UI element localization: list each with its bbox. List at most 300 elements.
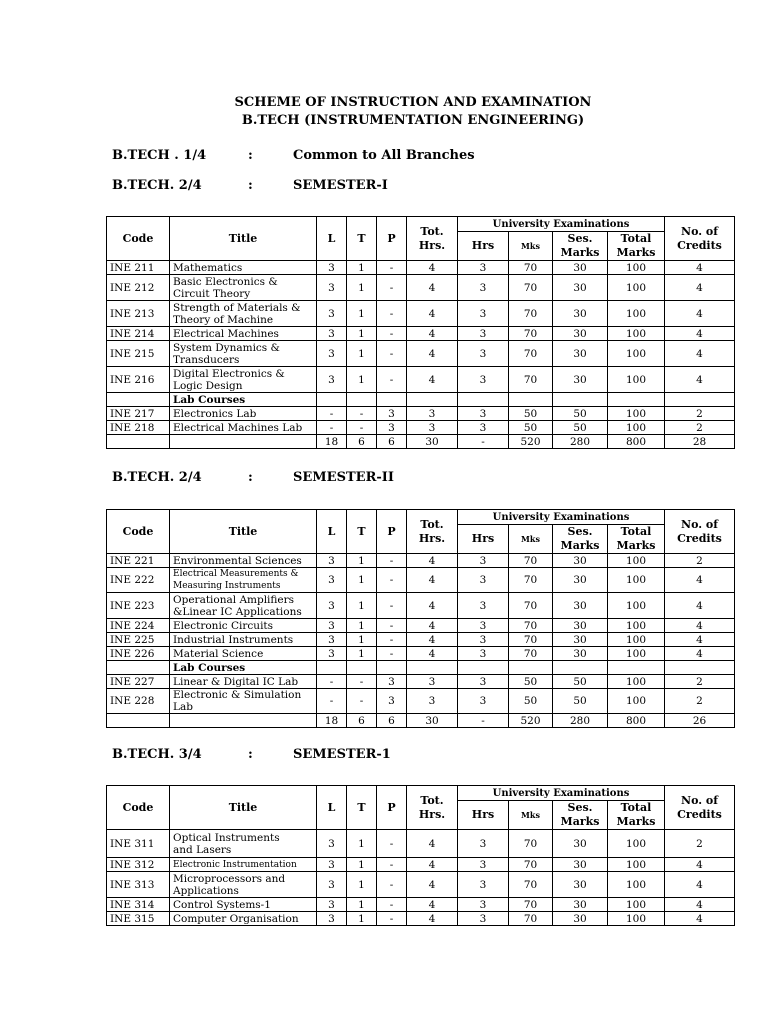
course-row [107, 898, 735, 912]
credits-cell: 28 [665, 435, 735, 449]
course-row [107, 858, 735, 872]
total-cell: 100 [608, 301, 665, 327]
empty-cell [317, 393, 347, 407]
credits-cell: 4 [665, 341, 735, 367]
tot-cell: 4 [407, 275, 458, 301]
code-cell: INE 225 [107, 633, 170, 647]
course-row [107, 421, 735, 435]
title-cell [170, 619, 317, 633]
mks-cell: 70 [509, 327, 553, 341]
empty-cell [608, 661, 665, 675]
lab-courses-label: Lab Courses [170, 661, 317, 675]
course-row [107, 675, 735, 689]
section-colon: : [248, 747, 253, 762]
header-row [107, 786, 735, 801]
tot-cell: 3 [407, 407, 458, 421]
page-subtitle: B.TECH (INSTRUMENTATION ENGINEERING) [241, 113, 585, 128]
title-cell [170, 714, 317, 728]
t-cell: - [347, 421, 377, 435]
scheme-table [106, 216, 735, 449]
hrs-cell: 3 [458, 275, 509, 301]
col-total-line1: Total [620, 525, 652, 538]
title-line: Linear & Digital IC Lab [173, 675, 299, 688]
title-cell [170, 689, 317, 714]
tot-cell: 4 [407, 568, 458, 593]
title-cell [170, 327, 317, 341]
title-line: Electrical Measurements & [173, 569, 299, 579]
intro-name: B.TECH . 1/4 [112, 148, 207, 163]
total-cell: 100 [608, 261, 665, 275]
hrs-cell: 3 [458, 858, 509, 872]
col-ses-header [553, 525, 608, 554]
ses-cell: 30 [553, 327, 608, 341]
intro-heading [112, 148, 512, 164]
col-ses-line2: Marks [560, 246, 600, 259]
section-semester: SEMESTER-II [293, 470, 394, 485]
t-cell: 1 [347, 872, 377, 898]
title-cell [170, 568, 317, 593]
mks-cell: 520 [509, 714, 553, 728]
hrs-cell: 3 [458, 554, 509, 568]
col-credits-header [665, 786, 735, 830]
p-cell: - [377, 275, 407, 301]
ses-cell: 30 [553, 301, 608, 327]
course-row [107, 619, 735, 633]
course-row [107, 633, 735, 647]
course-row [107, 407, 735, 421]
col-code-header: Code [107, 786, 170, 830]
lab-courses-row [107, 661, 735, 675]
mks-cell: 70 [509, 261, 553, 275]
title-line: and Lasers [173, 843, 232, 856]
intro-colon: : [248, 148, 253, 163]
p-cell: - [377, 619, 407, 633]
course-row [107, 301, 735, 327]
credits-cell: 2 [665, 421, 735, 435]
scheme-table [106, 785, 735, 926]
col-hrs-header: Hrs [458, 801, 509, 830]
col-code-header: Code [107, 510, 170, 554]
credits-cell: 4 [665, 619, 735, 633]
title-line: Computer Organisation [173, 912, 299, 925]
t-cell: 1 [347, 327, 377, 341]
col-ses-line1: Ses. [567, 525, 593, 538]
code-cell: INE 216 [107, 367, 170, 393]
l-cell: 3 [317, 912, 347, 926]
t-cell: 1 [347, 898, 377, 912]
ses-cell: 30 [553, 872, 608, 898]
course-row [107, 275, 735, 301]
t-cell: - [347, 675, 377, 689]
course-row [107, 367, 735, 393]
code-cell: INE 213 [107, 301, 170, 327]
empty-cell [458, 661, 509, 675]
col-total-line2: Marks [616, 539, 656, 552]
mks-cell: 70 [509, 647, 553, 661]
t-cell: - [347, 689, 377, 714]
mks-cell: 70 [509, 619, 553, 633]
ses-cell: 280 [553, 714, 608, 728]
l-cell: 3 [317, 275, 347, 301]
code-cell: INE 222 [107, 568, 170, 593]
total-cell: 100 [608, 421, 665, 435]
hrs-cell: 3 [458, 568, 509, 593]
p-cell: - [377, 647, 407, 661]
code-cell [107, 435, 170, 449]
section-name: B.TECH. 2/4 [112, 178, 202, 193]
title-line: Electrical Machines [173, 327, 279, 340]
tot-cell: 4 [407, 554, 458, 568]
title-cell [170, 275, 317, 301]
mks-cell: 70 [509, 858, 553, 872]
course-row [107, 830, 735, 858]
title-cell [170, 858, 317, 872]
col-credits-line1: No. of [681, 793, 718, 807]
hrs-cell: 3 [458, 593, 509, 619]
title-line: Electronics Lab [173, 407, 257, 420]
code-cell [107, 714, 170, 728]
scheme-table [106, 509, 735, 728]
p-cell: - [377, 593, 407, 619]
total-cell: 100 [608, 275, 665, 301]
title-cell [170, 367, 317, 393]
title-cell [170, 830, 317, 858]
tot-cell: 4 [407, 633, 458, 647]
p-cell: - [377, 367, 407, 393]
col-ses-line1: Ses. [567, 801, 593, 814]
title-cell [170, 872, 317, 898]
title-line: Operational Amplifiers [173, 593, 295, 606]
credits-cell: 4 [665, 593, 735, 619]
ses-cell: 30 [553, 647, 608, 661]
total-cell: 100 [608, 912, 665, 926]
lab-courses-row [107, 393, 735, 407]
credits-cell: 4 [665, 858, 735, 872]
tot-cell: 4 [407, 367, 458, 393]
p-cell: - [377, 633, 407, 647]
lab-courses-label: Lab Courses [170, 393, 317, 407]
total-cell: 100 [608, 633, 665, 647]
col-title-header: Title [170, 786, 317, 830]
title-cell [170, 554, 317, 568]
col-credits-line2: Credits [677, 238, 722, 252]
p-cell: - [377, 327, 407, 341]
course-row [107, 568, 735, 593]
col-t-header: T [347, 786, 377, 830]
col-ses-line1: Ses. [567, 232, 593, 245]
t-cell: 1 [347, 301, 377, 327]
credits-cell: 4 [665, 367, 735, 393]
title-cell [170, 341, 317, 367]
empty-cell [407, 661, 458, 675]
col-tot-line1: Tot. [420, 793, 444, 807]
col-credits-line2: Credits [677, 531, 722, 545]
credits-cell: 2 [665, 554, 735, 568]
title-line: Environmental Sciences [173, 554, 302, 567]
t-cell: 1 [347, 341, 377, 367]
credits-cell: 4 [665, 647, 735, 661]
univ-exam-header: University Examinations [458, 217, 665, 232]
code-cell: INE 217 [107, 407, 170, 421]
l-cell: - [317, 675, 347, 689]
col-title-header: Title [170, 510, 317, 554]
t-cell: 1 [347, 633, 377, 647]
p-cell: 6 [377, 435, 407, 449]
title-cell [170, 675, 317, 689]
code-cell: INE 211 [107, 261, 170, 275]
col-total-header [608, 801, 665, 830]
code-cell: INE 214 [107, 327, 170, 341]
ses-cell: 50 [553, 421, 608, 435]
empty-cell [458, 393, 509, 407]
code-cell: INE 311 [107, 830, 170, 858]
title-line: Material Science [173, 647, 264, 660]
total-cell: 100 [608, 407, 665, 421]
l-cell: 3 [317, 647, 347, 661]
empty-cell [347, 393, 377, 407]
title-line: Theory of Machine [173, 313, 274, 326]
title-line: Logic Design [173, 379, 243, 392]
title-line: Lab [173, 701, 193, 713]
mks-cell: 50 [509, 689, 553, 714]
tot-cell: 3 [407, 675, 458, 689]
ses-cell: 50 [553, 407, 608, 421]
l-cell: 3 [317, 568, 347, 593]
title-cell [170, 593, 317, 619]
title-line: Control Systems-1 [173, 898, 271, 911]
col-l-header: L [317, 510, 347, 554]
tot-cell: 4 [407, 912, 458, 926]
code-cell: INE 313 [107, 872, 170, 898]
credits-cell: 4 [665, 261, 735, 275]
col-ses-header [553, 801, 608, 830]
title-line: Circuit Theory [173, 287, 251, 300]
hrs-cell: 3 [458, 675, 509, 689]
section-colon: : [248, 178, 253, 193]
col-total-line1: Total [620, 801, 652, 814]
col-t-header: T [347, 217, 377, 261]
empty-cell [377, 393, 407, 407]
mks-cell: 70 [509, 593, 553, 619]
t-cell: 6 [347, 714, 377, 728]
credits-cell: 4 [665, 568, 735, 593]
l-cell: 3 [317, 301, 347, 327]
section-heading [112, 747, 512, 763]
title-cell [170, 407, 317, 421]
total-cell: 100 [608, 327, 665, 341]
code-cell: INE 212 [107, 275, 170, 301]
course-row [107, 647, 735, 661]
hrs-cell: 3 [458, 912, 509, 926]
total-cell: 100 [608, 568, 665, 593]
col-total-line2: Marks [616, 246, 656, 259]
code-cell: INE 221 [107, 554, 170, 568]
mks-cell: 70 [509, 341, 553, 367]
title-cell [170, 301, 317, 327]
course-row [107, 689, 735, 714]
col-ses-header [553, 232, 608, 261]
hrs-cell: 3 [458, 261, 509, 275]
tot-cell: 30 [407, 714, 458, 728]
empty-cell [509, 661, 553, 675]
col-total-header [608, 232, 665, 261]
hrs-cell: 3 [458, 327, 509, 341]
l-cell: 3 [317, 554, 347, 568]
p-cell: 3 [377, 407, 407, 421]
mks-cell: 70 [509, 568, 553, 593]
col-credits-line2: Credits [677, 807, 722, 821]
hrs-cell: 3 [458, 421, 509, 435]
title-line: Digital Electronics & [173, 367, 285, 380]
code-cell: INE 215 [107, 341, 170, 367]
p-cell: - [377, 301, 407, 327]
total-cell: 100 [608, 898, 665, 912]
title-line: Measuring Instruments [173, 581, 281, 591]
credits-cell: 4 [665, 872, 735, 898]
col-l-header: L [317, 217, 347, 261]
title-line: Electrical Machines Lab [173, 421, 303, 434]
course-row [107, 327, 735, 341]
section-name: B.TECH. 3/4 [112, 747, 202, 762]
mks-cell: 50 [509, 407, 553, 421]
tot-cell: 4 [407, 647, 458, 661]
title-cell [170, 435, 317, 449]
section-colon: : [248, 470, 253, 485]
hrs-cell: 3 [458, 341, 509, 367]
l-cell: 3 [317, 898, 347, 912]
code-cell: INE 312 [107, 858, 170, 872]
p-cell: 3 [377, 421, 407, 435]
tot-cell: 4 [407, 858, 458, 872]
t-cell: 1 [347, 593, 377, 619]
hrs-cell: 3 [458, 407, 509, 421]
l-cell: 3 [317, 619, 347, 633]
tot-cell: 4 [407, 898, 458, 912]
p-cell: 3 [377, 675, 407, 689]
ses-cell: 30 [553, 554, 608, 568]
col-tot-line2: Hrs. [418, 807, 446, 821]
empty-cell [553, 661, 608, 675]
title-line: Optical Instruments [173, 831, 280, 844]
course-row [107, 261, 735, 275]
p-cell: 3 [377, 689, 407, 714]
col-hrs-header: Hrs [458, 525, 509, 554]
mks-cell: 70 [509, 554, 553, 568]
empty-cell [377, 661, 407, 675]
t-cell: 1 [347, 858, 377, 872]
col-credits-header [665, 217, 735, 261]
code-cell: INE 227 [107, 675, 170, 689]
course-row [107, 593, 735, 619]
empty-cell [665, 661, 735, 675]
section-heading [112, 178, 512, 194]
col-mks-header: Mks [509, 232, 553, 261]
col-mks-header: Mks [509, 801, 553, 830]
section-semester: SEMESTER-I [293, 178, 388, 193]
credits-cell: 2 [665, 407, 735, 421]
col-total-header [608, 525, 665, 554]
p-cell: - [377, 568, 407, 593]
total-cell: 100 [608, 619, 665, 633]
col-title-header: Title [170, 217, 317, 261]
hrs-cell: 3 [458, 633, 509, 647]
p-cell: - [377, 554, 407, 568]
col-tot-line2: Hrs. [418, 238, 446, 252]
code-cell [107, 661, 170, 675]
t-cell: 1 [347, 647, 377, 661]
title-cell [170, 261, 317, 275]
code-cell: INE 314 [107, 898, 170, 912]
ses-cell: 30 [553, 367, 608, 393]
total-cell: 100 [608, 341, 665, 367]
tot-cell: 30 [407, 435, 458, 449]
ses-cell: 50 [553, 689, 608, 714]
col-p-header: P [377, 510, 407, 554]
col-credits-line1: No. of [681, 224, 718, 238]
ses-cell: 30 [553, 912, 608, 926]
code-cell [107, 393, 170, 407]
title-line: System Dynamics & [173, 341, 280, 354]
p-cell: - [377, 830, 407, 858]
mks-cell: 70 [509, 633, 553, 647]
total-cell: 800 [608, 714, 665, 728]
ses-cell: 30 [553, 830, 608, 858]
title-line: Basic Electronics & [173, 275, 278, 288]
ses-cell: 30 [553, 593, 608, 619]
mks-cell: 70 [509, 301, 553, 327]
credits-cell: 4 [665, 633, 735, 647]
l-cell: 3 [317, 261, 347, 275]
univ-exam-header: University Examinations [458, 510, 665, 525]
tot-cell: 4 [407, 619, 458, 633]
t-cell: 1 [347, 568, 377, 593]
l-cell: 3 [317, 872, 347, 898]
col-mks-header: Mks [509, 525, 553, 554]
l-cell: 3 [317, 327, 347, 341]
hrs-cell: 3 [458, 689, 509, 714]
tot-cell: 4 [407, 327, 458, 341]
total-cell: 100 [608, 647, 665, 661]
ses-cell: 30 [553, 341, 608, 367]
total-cell: 100 [608, 593, 665, 619]
hrs-cell: - [458, 714, 509, 728]
title-line: Mathematics [173, 261, 243, 274]
tot-cell: 4 [407, 872, 458, 898]
t-cell: 6 [347, 435, 377, 449]
t-cell: 1 [347, 619, 377, 633]
mks-cell: 70 [509, 898, 553, 912]
l-cell: 3 [317, 341, 347, 367]
ses-cell: 30 [553, 858, 608, 872]
col-l-header: L [317, 786, 347, 830]
code-cell: INE 228 [107, 689, 170, 714]
tot-cell: 4 [407, 830, 458, 858]
mks-cell: 70 [509, 275, 553, 301]
totals-row [107, 714, 735, 728]
t-cell: 1 [347, 367, 377, 393]
empty-cell [665, 393, 735, 407]
section-semester: SEMESTER-1 [293, 747, 391, 762]
p-cell: - [377, 341, 407, 367]
title-cell [170, 633, 317, 647]
total-cell: 100 [608, 675, 665, 689]
hrs-cell: 3 [458, 619, 509, 633]
hrs-cell: 3 [458, 898, 509, 912]
credits-cell: 4 [665, 912, 735, 926]
total-cell: 100 [608, 830, 665, 858]
intro-desc: Common to All Branches [293, 148, 475, 163]
col-t-header: T [347, 510, 377, 554]
